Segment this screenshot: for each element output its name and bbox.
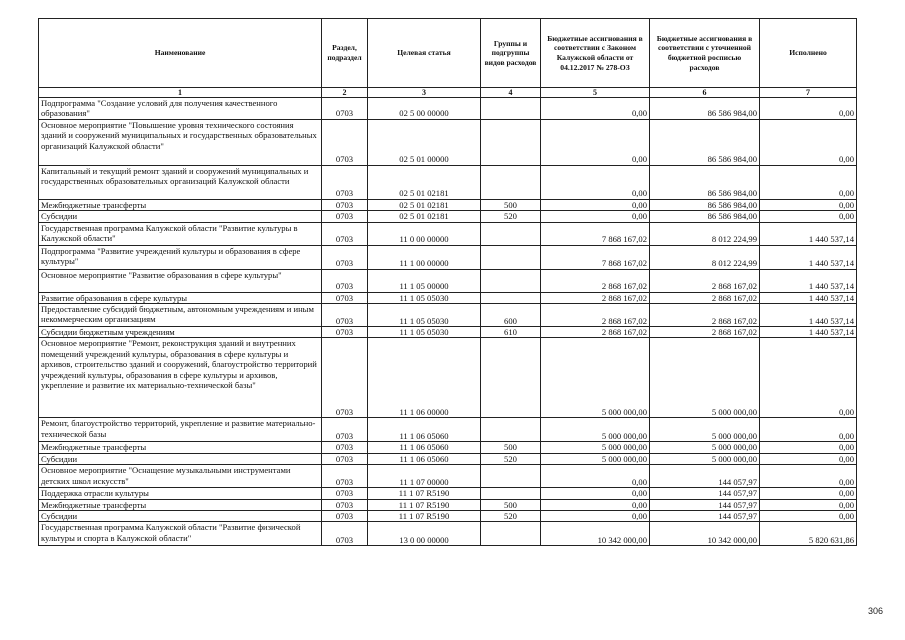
row-revised-amount: 5 000 000,00 bbox=[650, 453, 760, 464]
row-name: Межбюджетные трансферты bbox=[39, 199, 322, 210]
table-row bbox=[39, 499, 857, 510]
row-section: 0703 bbox=[322, 211, 368, 222]
header-executed: Исполнено bbox=[760, 19, 857, 88]
row-group: 520 bbox=[481, 511, 541, 522]
column-number-row bbox=[39, 88, 857, 98]
row-revised-amount: 8 012 224,99 bbox=[650, 222, 760, 245]
row-law-amount: 2 868 167,02 bbox=[541, 304, 650, 327]
row-executed-amount: 1 440 537,14 bbox=[760, 292, 857, 303]
table-row bbox=[39, 269, 857, 292]
table-row bbox=[39, 245, 857, 269]
column-number: 3 bbox=[368, 88, 481, 98]
row-group bbox=[481, 119, 541, 165]
row-law-amount: 0,00 bbox=[541, 511, 650, 522]
row-revised-amount: 144 057,97 bbox=[650, 465, 760, 488]
row-section: 0703 bbox=[322, 522, 368, 546]
column-number: 6 bbox=[650, 88, 760, 98]
row-section: 0703 bbox=[322, 119, 368, 165]
row-law-amount: 5 000 000,00 bbox=[541, 442, 650, 453]
row-executed-amount: 0,00 bbox=[760, 499, 857, 510]
row-section: 0703 bbox=[322, 418, 368, 442]
table-row bbox=[39, 165, 857, 199]
budget-table bbox=[38, 18, 857, 546]
row-law-amount: 7 868 167,02 bbox=[541, 222, 650, 245]
table-row bbox=[39, 511, 857, 522]
row-group: 500 bbox=[481, 499, 541, 510]
row-revised-amount: 86 586 984,00 bbox=[650, 165, 760, 199]
table-row bbox=[39, 488, 857, 499]
row-revised-amount: 144 057,97 bbox=[650, 488, 760, 499]
row-executed-amount: 1 440 537,14 bbox=[760, 304, 857, 327]
row-group bbox=[481, 522, 541, 546]
row-executed-amount: 0,00 bbox=[760, 465, 857, 488]
row-executed-amount: 1 440 537,14 bbox=[760, 222, 857, 245]
row-executed-amount: 0,00 bbox=[760, 338, 857, 418]
table-row bbox=[39, 338, 857, 418]
table-row bbox=[39, 418, 857, 442]
row-executed-amount: 0,00 bbox=[760, 442, 857, 453]
header-row bbox=[39, 19, 857, 88]
header-group: Группы и подгруппы видов расходов bbox=[481, 19, 541, 88]
row-target: 02 5 01 02181 bbox=[368, 199, 481, 210]
header-section: Раздел, подраздел bbox=[322, 19, 368, 88]
row-target: 11 1 07 R5190 bbox=[368, 499, 481, 510]
row-group bbox=[481, 292, 541, 303]
row-law-amount: 7 868 167,02 bbox=[541, 245, 650, 269]
column-number: 4 bbox=[481, 88, 541, 98]
row-section: 0703 bbox=[322, 511, 368, 522]
row-executed-amount: 1 440 537,14 bbox=[760, 327, 857, 338]
row-section: 0703 bbox=[322, 269, 368, 292]
table-row bbox=[39, 465, 857, 488]
row-target: 11 1 05 00000 bbox=[368, 269, 481, 292]
row-section: 0703 bbox=[322, 98, 368, 120]
table-row bbox=[39, 119, 857, 165]
row-group bbox=[481, 488, 541, 499]
row-section: 0703 bbox=[322, 442, 368, 453]
table-row bbox=[39, 453, 857, 464]
row-target: 11 1 06 05060 bbox=[368, 453, 481, 464]
row-name: Межбюджетные трансферты bbox=[39, 442, 322, 453]
row-group bbox=[481, 165, 541, 199]
column-number: 7 bbox=[760, 88, 857, 98]
header-name: Наименование bbox=[39, 19, 322, 88]
row-law-amount: 0,00 bbox=[541, 211, 650, 222]
row-target: 11 1 07 R5190 bbox=[368, 488, 481, 499]
row-group bbox=[481, 245, 541, 269]
row-executed-amount: 0,00 bbox=[760, 488, 857, 499]
row-target: 02 5 01 02181 bbox=[368, 165, 481, 199]
row-law-amount: 0,00 bbox=[541, 465, 650, 488]
row-revised-amount: 5 000 000,00 bbox=[650, 418, 760, 442]
row-name: Основное мероприятие "Ремонт, реконструкция зданий и внутренних помещений учреждений культуры, образования в сфере культуры и архивов, строительство зданий и сооружений, благоустройство территорий учреждений культуры, образования в сфере культуры и архивов, укрепление и развитие их материально-технической базы" bbox=[39, 338, 322, 418]
row-name: Развитие образования в сфере культуры bbox=[39, 292, 322, 303]
row-name: Поддержка отрасли культуры bbox=[39, 488, 322, 499]
row-name: Государственная программа Калужской области "Развитие физической культуры и спорта в Калужской области" bbox=[39, 522, 322, 546]
row-revised-amount: 2 868 167,02 bbox=[650, 269, 760, 292]
row-law-amount: 5 000 000,00 bbox=[541, 418, 650, 442]
row-group bbox=[481, 418, 541, 442]
row-group bbox=[481, 222, 541, 245]
row-executed-amount: 0,00 bbox=[760, 453, 857, 464]
row-name: Основное мероприятие "Повышение уровня технического состояния зданий и сооружений муниципальных и государственных образовательных организаций Калужской области" bbox=[39, 119, 322, 165]
row-law-amount: 10 342 000,00 bbox=[541, 522, 650, 546]
row-law-amount: 0,00 bbox=[541, 199, 650, 210]
table-row bbox=[39, 211, 857, 222]
row-group bbox=[481, 338, 541, 418]
row-executed-amount: 5 820 631,86 bbox=[760, 522, 857, 546]
row-target: 11 1 00 00000 bbox=[368, 245, 481, 269]
row-revised-amount: 86 586 984,00 bbox=[650, 119, 760, 165]
row-law-amount: 2 868 167,02 bbox=[541, 292, 650, 303]
row-group: 610 bbox=[481, 327, 541, 338]
row-group: 500 bbox=[481, 442, 541, 453]
row-target: 13 0 00 00000 bbox=[368, 522, 481, 546]
row-revised-amount: 5 000 000,00 bbox=[650, 442, 760, 453]
row-group bbox=[481, 98, 541, 120]
column-number: 2 bbox=[322, 88, 368, 98]
row-name: Государственная программа Калужской области "Развитие культуры в Калужской области" bbox=[39, 222, 322, 245]
row-section: 0703 bbox=[322, 465, 368, 488]
row-revised-amount: 2 868 167,02 bbox=[650, 327, 760, 338]
table-row bbox=[39, 522, 857, 546]
row-law-amount: 5 000 000,00 bbox=[541, 338, 650, 418]
row-law-amount: 2 868 167,02 bbox=[541, 327, 650, 338]
row-target: 11 1 05 05030 bbox=[368, 304, 481, 327]
row-section: 0703 bbox=[322, 453, 368, 464]
row-executed-amount: 0,00 bbox=[760, 511, 857, 522]
row-section: 0703 bbox=[322, 499, 368, 510]
row-target: 11 1 05 05030 bbox=[368, 292, 481, 303]
row-revised-amount: 2 868 167,02 bbox=[650, 292, 760, 303]
row-executed-amount: 0,00 bbox=[760, 119, 857, 165]
row-target: 11 0 00 00000 bbox=[368, 222, 481, 245]
row-name: Подпрограмма "Создание условий для получения качественного образования" bbox=[39, 98, 322, 120]
row-target: 11 1 06 05060 bbox=[368, 442, 481, 453]
table-row bbox=[39, 222, 857, 245]
row-section: 0703 bbox=[322, 338, 368, 418]
row-name: Субсидии бюджетным учреждениям bbox=[39, 327, 322, 338]
table-row bbox=[39, 327, 857, 338]
row-revised-amount: 2 868 167,02 bbox=[650, 304, 760, 327]
row-section: 0703 bbox=[322, 292, 368, 303]
row-target: 11 1 06 05060 bbox=[368, 418, 481, 442]
row-executed-amount: 0,00 bbox=[760, 418, 857, 442]
row-revised-amount: 86 586 984,00 bbox=[650, 199, 760, 210]
row-name: Капитальный и текущий ремонт зданий и сооружений муниципальных и государственных образовательных организаций Калужской области bbox=[39, 165, 322, 199]
row-section: 0703 bbox=[322, 304, 368, 327]
row-name: Подпрограмма "Развитие учреждений культуры и образования в сфере культуры" bbox=[39, 245, 322, 269]
row-target: 11 1 07 00000 bbox=[368, 465, 481, 488]
row-law-amount: 5 000 000,00 bbox=[541, 453, 650, 464]
row-group bbox=[481, 465, 541, 488]
row-target: 02 5 01 02181 bbox=[368, 211, 481, 222]
row-section: 0703 bbox=[322, 327, 368, 338]
row-target: 11 1 06 00000 bbox=[368, 338, 481, 418]
row-law-amount: 0,00 bbox=[541, 98, 650, 120]
row-name: Ремонт, благоустройство территорий, укрепление и развитие материально-технической базы bbox=[39, 418, 322, 442]
column-number: 5 bbox=[541, 88, 650, 98]
row-section: 0703 bbox=[322, 488, 368, 499]
row-target: 11 1 05 05030 bbox=[368, 327, 481, 338]
row-group bbox=[481, 269, 541, 292]
row-revised-amount: 86 586 984,00 bbox=[650, 98, 760, 120]
row-section: 0703 bbox=[322, 245, 368, 269]
row-revised-amount: 5 000 000,00 bbox=[650, 338, 760, 418]
row-law-amount: 0,00 bbox=[541, 488, 650, 499]
row-group: 500 bbox=[481, 199, 541, 210]
row-revised-amount: 144 057,97 bbox=[650, 499, 760, 510]
table-row bbox=[39, 292, 857, 303]
row-law-amount: 0,00 bbox=[541, 165, 650, 199]
column-number: 1 bbox=[39, 88, 322, 98]
row-executed-amount: 0,00 bbox=[760, 211, 857, 222]
table-row bbox=[39, 442, 857, 453]
row-target: 11 1 07 R5190 bbox=[368, 511, 481, 522]
row-name: Субсидии bbox=[39, 453, 322, 464]
row-executed-amount: 0,00 bbox=[760, 165, 857, 199]
row-executed-amount: 0,00 bbox=[760, 98, 857, 120]
table-row bbox=[39, 98, 857, 120]
row-group: 520 bbox=[481, 453, 541, 464]
page-number: 306 bbox=[867, 606, 883, 616]
row-law-amount: 0,00 bbox=[541, 119, 650, 165]
table-row bbox=[39, 304, 857, 327]
row-revised-amount: 10 342 000,00 bbox=[650, 522, 760, 546]
row-group: 600 bbox=[481, 304, 541, 327]
row-executed-amount: 1 440 537,14 bbox=[760, 269, 857, 292]
row-revised-amount: 86 586 984,00 bbox=[650, 211, 760, 222]
row-executed-amount: 0,00 bbox=[760, 199, 857, 210]
row-section: 0703 bbox=[322, 222, 368, 245]
row-name: Основное мероприятие "Развитие образования в сфере культуры" bbox=[39, 269, 322, 292]
row-revised-amount: 144 057,97 bbox=[650, 511, 760, 522]
row-name: Субсидии bbox=[39, 211, 322, 222]
row-revised-amount: 8 012 224,99 bbox=[650, 245, 760, 269]
row-name: Основное мероприятие "Оснащение музыкальными инструментами детских школ искусств" bbox=[39, 465, 322, 488]
row-executed-amount: 1 440 537,14 bbox=[760, 245, 857, 269]
row-target: 02 5 00 00000 bbox=[368, 98, 481, 120]
row-law-amount: 2 868 167,02 bbox=[541, 269, 650, 292]
table-row bbox=[39, 199, 857, 210]
header-revised: Бюджетные ассигнования в соответствии с уточненной бюджетной росписью расходов bbox=[650, 19, 760, 88]
row-name: Предоставление субсидий бюджетным, автономным учреждениям и иным некоммерческим организациям bbox=[39, 304, 322, 327]
header-law: Бюджетные ассигнования в соответствии с Законом Калужской области от 04.12.2017 № 278-ОЗ bbox=[541, 19, 650, 88]
header-target: Целевая статья bbox=[368, 19, 481, 88]
budget-table-body bbox=[39, 98, 857, 546]
row-section: 0703 bbox=[322, 199, 368, 210]
row-name: Субсидии bbox=[39, 511, 322, 522]
row-law-amount: 0,00 bbox=[541, 499, 650, 510]
row-name: Межбюджетные трансферты bbox=[39, 499, 322, 510]
row-target: 02 5 01 00000 bbox=[368, 119, 481, 165]
row-section: 0703 bbox=[322, 165, 368, 199]
row-group: 520 bbox=[481, 211, 541, 222]
